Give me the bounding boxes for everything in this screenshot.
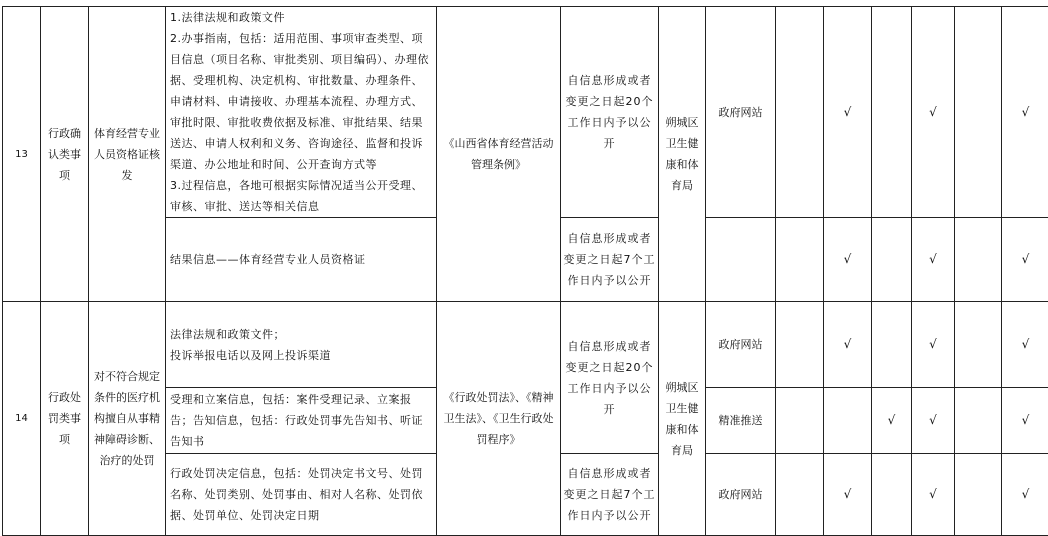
check-cell: √ bbox=[912, 454, 955, 536]
check-cell bbox=[776, 302, 824, 388]
check-cell: √ bbox=[1002, 454, 1048, 536]
check-cell bbox=[872, 7, 912, 218]
basis-cell: 《行政处罚法》、《精神卫生法》、《卫生行政处罚程序》 bbox=[437, 302, 561, 536]
check-cell bbox=[776, 454, 824, 536]
item-cell: 体育经营专业人员资格证核发 bbox=[89, 7, 166, 302]
check-cell bbox=[776, 7, 824, 218]
check-cell bbox=[872, 302, 912, 388]
table-row bbox=[3, 7, 1048, 218]
channel-cell bbox=[706, 218, 776, 302]
check-cell bbox=[955, 218, 1002, 302]
disclosure-table bbox=[2, 6, 1048, 536]
content-line: 1.法律法规和政策文件 bbox=[170, 7, 432, 28]
check-cell: √ bbox=[1002, 7, 1048, 218]
check-cell bbox=[776, 218, 824, 302]
dept-cell: 朔城区卫生健康和体育局 bbox=[659, 7, 706, 302]
content-line: 3.过程信息，各地可根据实际情况适当公开受理、审核、审批、送达等相关信息 bbox=[170, 175, 432, 217]
basis-cell: 《山西省体育经营活动管理条例》 bbox=[437, 7, 561, 302]
item-cell: 对不符合规定条件的医疗机构擅自从事精神障碍诊断、治疗的处罚 bbox=[89, 302, 166, 536]
check-cell: √ bbox=[1002, 218, 1048, 302]
category-cell: 行政确认类事项 bbox=[41, 7, 89, 302]
channel-cell: 精准推送 bbox=[706, 388, 776, 454]
check-cell: √ bbox=[912, 302, 955, 388]
check-cell bbox=[955, 454, 1002, 536]
check-cell bbox=[955, 302, 1002, 388]
content-line: 受理和立案信息，包括：案件受理记录、立案报告；告知信息，包括：行政处罚事先告知书、听证告知书 bbox=[170, 389, 432, 452]
check-cell: √ bbox=[912, 388, 955, 454]
content-cell bbox=[166, 302, 437, 388]
check-cell: √ bbox=[824, 7, 872, 218]
time-cell: 自信息形成或者变更之日起20个工作日内予以公开 bbox=[561, 7, 659, 218]
content-line: 法律法规和政策文件； bbox=[170, 324, 432, 345]
content-cell bbox=[166, 218, 437, 302]
content-cell bbox=[166, 388, 437, 454]
row-number: 14 bbox=[3, 302, 41, 536]
check-cell bbox=[776, 388, 824, 454]
check-cell bbox=[824, 388, 872, 454]
check-cell: √ bbox=[1002, 388, 1048, 454]
check-cell: √ bbox=[824, 454, 872, 536]
channel-cell: 政府网站 bbox=[706, 302, 776, 388]
check-cell bbox=[872, 218, 912, 302]
check-cell: √ bbox=[824, 218, 872, 302]
content-line: 2.办事指南，包括：适用范围、事项审查类型、项目信息（项目名称、审批类别、项目编码）、办理依据、受理机构、决定机构、审批数量、办理条件、申请材料、申请接收、办理基本流程、办理方式、审批时限、审批收费依据及标准、审批结果、结果送达、申请人权利和义务、咨询途径、监督和投诉渠道、办公地址和时间、公开查询方式等 bbox=[170, 28, 432, 175]
category-cell: 行政处罚类事项 bbox=[41, 302, 89, 536]
content-line: 结果信息——体育经营专业人员资格证 bbox=[170, 249, 432, 270]
table-row bbox=[3, 302, 1048, 388]
content-line: 投诉举报电话以及网上投诉渠道 bbox=[170, 345, 432, 366]
channel-cell: 政府网站 bbox=[706, 454, 776, 536]
row-number: 13 bbox=[3, 7, 41, 302]
time-cell: 自信息形成或者变更之日起7个工作日内予以公开 bbox=[561, 454, 659, 536]
content-cell bbox=[166, 7, 437, 218]
check-cell: √ bbox=[824, 302, 872, 388]
check-cell: √ bbox=[872, 388, 912, 454]
content-cell bbox=[166, 454, 437, 536]
content-line: 行政处罚决定信息，包括：处罚决定书文号、处罚名称、处罚类别、处罚事由、相对人名称、处罚依据、处罚单位、处罚决定日期 bbox=[170, 463, 432, 526]
check-cell bbox=[872, 454, 912, 536]
channel-cell: 政府网站 bbox=[706, 7, 776, 218]
check-cell: √ bbox=[1002, 302, 1048, 388]
check-cell bbox=[955, 7, 1002, 218]
check-cell: √ bbox=[912, 218, 955, 302]
dept-cell: 朔城区卫生健康和体育局 bbox=[659, 302, 706, 536]
time-cell: 自信息形成或者变更之日起7个工作日内予以公开 bbox=[561, 218, 659, 302]
time-cell: 自信息形成或者变更之日起20个工作日内予以公开 bbox=[561, 302, 659, 454]
check-cell: √ bbox=[912, 7, 955, 218]
check-cell bbox=[955, 388, 1002, 454]
